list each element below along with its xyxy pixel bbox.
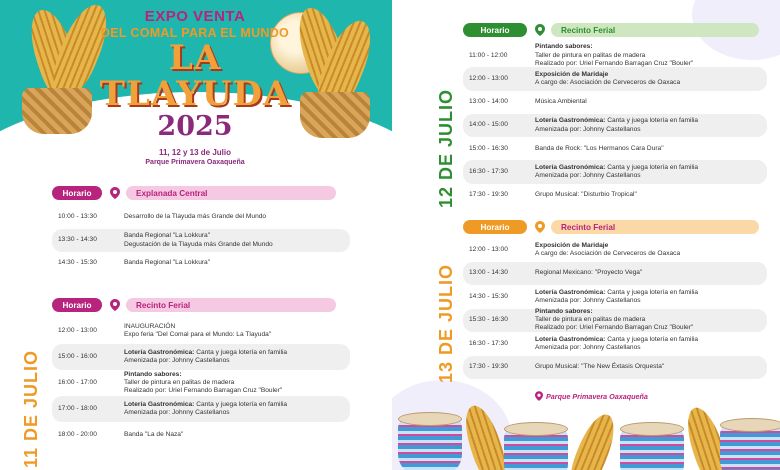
activity-text: A cargo de: Asociación de Cerveceros de Oaxaca — [535, 249, 681, 257]
schedule-time: 17:30 - 19:30 — [469, 191, 508, 199]
activity-text: Expo feria "Del Comal para el Mundo: La Tlayuda" — [124, 331, 272, 338]
schedule-time: 13:00 - 14:00 — [469, 98, 508, 106]
activity-line — [124, 259, 350, 267]
activity-line — [535, 289, 767, 297]
activity-text: Banda "La de Naza" — [124, 430, 184, 438]
schedule-time: 15:30 - 16:30 — [469, 316, 508, 324]
schedule-activity — [535, 71, 767, 87]
activity-line — [535, 316, 767, 324]
schedule-row — [463, 332, 767, 356]
schedule-activity — [124, 431, 350, 439]
activity-bold-text: Exposición de Maridaje — [535, 241, 609, 249]
activity-text: Amenizada por: Johnny Castellanos — [535, 125, 641, 133]
activity-line — [535, 344, 767, 352]
activity-line — [124, 349, 350, 357]
activity-text: Música Ambiental — [535, 98, 587, 106]
location-pin-icon — [535, 24, 545, 36]
activity-bold-text: Lotería Gastronómica: — [535, 117, 606, 125]
schedule-activity — [535, 242, 767, 258]
schedule-activity — [535, 336, 767, 352]
activity-text: Banda Regional "La Lokkura" — [124, 232, 211, 240]
activity-line — [124, 401, 350, 409]
schedule-row — [463, 114, 767, 137]
schedule-row — [463, 67, 767, 90]
schedule-row — [463, 356, 767, 380]
activity-line — [535, 191, 767, 199]
schedule-activity — [124, 371, 350, 396]
activity-line — [535, 126, 767, 134]
activity-text: Canta y juega lotería en familia — [605, 163, 699, 171]
horario-pill: Horario — [463, 23, 527, 37]
activity-bold-text: Lotería Gastronómica: — [535, 288, 606, 296]
schedule-row — [52, 318, 350, 344]
pot-lid-illustration — [720, 418, 780, 432]
footer-location — [535, 391, 648, 401]
schedule-row — [463, 160, 767, 183]
schedule-activity — [124, 213, 350, 221]
activity-line — [535, 308, 767, 316]
schedule-row — [52, 206, 350, 229]
location-pin-icon — [110, 299, 120, 311]
activity-line — [535, 172, 767, 180]
activity-line — [124, 357, 350, 365]
schedule-time: 15:00 - 16:00 — [58, 352, 97, 360]
activity-line — [124, 331, 350, 339]
footer-place-label: Parque Primavera Oaxaqueña — [546, 391, 648, 401]
activity-line — [535, 336, 767, 344]
title-year: 2025 — [157, 111, 233, 142]
activity-line — [535, 98, 767, 106]
horario-pill: Horario — [52, 298, 102, 312]
activity-bold-text: Lotería Gastronómica: — [535, 335, 606, 343]
schedule-row — [52, 229, 350, 252]
activity-text: INAUGURACIÓN — [124, 322, 176, 330]
activity-line — [124, 387, 350, 395]
day13-rows — [463, 238, 767, 379]
schedule-time: 11:00 - 12:00 — [469, 51, 508, 59]
activity-text: Banda Regional "La Lokkura" — [124, 259, 211, 267]
day-11-label: 11 DE JULIO — [21, 349, 41, 468]
activity-text: Canta y juega lotería en familia — [194, 348, 288, 356]
schedule-time: 16:00 - 17:00 — [58, 378, 97, 386]
schedule-activity — [535, 269, 767, 277]
activity-bold-text: Pintando sabores: — [535, 43, 593, 51]
activity-text: Desarrollo de la Tlayuda más Grande del Mundo — [124, 213, 267, 221]
venue-pill: Recinto Ferial — [126, 298, 336, 312]
schedule-time: 12:00 - 13:00 — [469, 74, 508, 82]
schedule-time: 16:30 - 17:30 — [469, 339, 508, 347]
activity-text: Amenizada por: Johnny Castellanos — [535, 296, 641, 304]
activity-bold-text: Lotería Gastronómica: — [124, 400, 195, 408]
day11-block1-header — [52, 186, 336, 200]
activity-text: Taller de pintura en palitas de madera — [535, 51, 646, 59]
activity-text: Amenizada por: Johnny Castellanos — [535, 343, 641, 351]
schedule-activity — [535, 191, 767, 199]
schedule-row — [463, 44, 767, 67]
schedule-activity — [124, 259, 350, 267]
activity-text: Canta y juega lotería en familia — [605, 335, 699, 343]
schedule-activity — [124, 232, 350, 248]
activity-line — [535, 52, 767, 60]
activity-line — [124, 379, 350, 387]
activity-text: Canta y juega lotería en familia — [605, 288, 699, 296]
schedule-row — [463, 91, 767, 114]
schedule-activity — [535, 308, 767, 333]
schedule-time: 13:30 - 14:30 — [58, 236, 97, 244]
schedule-row — [52, 396, 350, 422]
schedule-time: 16:30 - 17:30 — [469, 168, 508, 176]
activity-line — [535, 363, 767, 371]
schedule-time: 17:00 - 18:00 — [58, 404, 97, 412]
activity-text: Regional Mexicano: "Proyecto Vega" — [535, 269, 643, 277]
event-title-block — [70, 8, 320, 166]
day11-block2-header — [52, 298, 336, 312]
activity-line — [535, 117, 767, 125]
schedule-activity — [535, 117, 767, 133]
activity-line — [124, 371, 350, 379]
schedule-row — [463, 184, 767, 207]
schedule-time: 14:30 - 15:30 — [58, 259, 97, 267]
schedule-activity — [124, 349, 350, 365]
venue-pill: Recinto Ferial — [551, 220, 759, 234]
schedule-time: 15:00 - 16:30 — [469, 144, 508, 152]
location-pin-icon — [535, 221, 545, 233]
location-pin-icon — [535, 391, 543, 401]
activity-line — [124, 323, 350, 331]
activity-text: Canta y juega lotería en familia — [605, 117, 699, 125]
activity-line — [535, 71, 767, 79]
activity-line — [124, 232, 350, 240]
schedule-activity — [535, 289, 767, 305]
activity-bold-text: Pintando sabores: — [124, 370, 182, 378]
activity-line — [535, 297, 767, 305]
activity-line — [124, 409, 350, 417]
schedule-activity — [535, 145, 767, 153]
activity-text: Amenizada por: Johnny Castellanos — [124, 409, 230, 416]
activity-text: Degustación de la Tlayuda más Grande del Mundo — [124, 240, 273, 248]
day11-block1-rows — [52, 206, 350, 275]
activity-line — [124, 431, 350, 439]
schedule-time: 12:00 - 13:00 — [58, 326, 97, 334]
activity-text: Grupo Musical: "Disturbio Tropical" — [535, 191, 637, 199]
schedule-time: 14:00 - 15:00 — [469, 121, 508, 129]
schedule-row — [52, 422, 350, 448]
schedule-time: 10:00 - 13:30 — [58, 213, 97, 221]
activity-line — [535, 60, 767, 68]
schedule-row — [463, 238, 767, 262]
day12-header — [463, 23, 759, 37]
venue-pill: Explanada Central — [126, 186, 336, 200]
location-pin-icon — [110, 187, 120, 199]
activity-line — [124, 213, 350, 221]
schedule-activity — [535, 363, 767, 371]
schedule-time: 17:30 - 19:30 — [469, 363, 508, 371]
schedule-row — [463, 262, 767, 286]
activity-text: Banda de Rock: "Los Hermanos Cara Dura" — [535, 144, 664, 152]
title-del-comal: DEL COMAL PARA EL MUNDO — [100, 26, 290, 40]
activity-text: Taller de pintura en palitas de madera — [124, 378, 235, 386]
day11-block2-rows — [52, 318, 350, 448]
corn-illustration — [564, 409, 622, 470]
schedule-time: 12:00 - 13:00 — [469, 245, 508, 253]
activity-text: A cargo de: Asociación de Cerveceros de Oaxaca — [535, 78, 681, 86]
activity-text: Realizado por: Uriel Fernando Barragan Cruz "Bouler" — [535, 324, 694, 332]
venue-pill: Recinto Ferial — [551, 23, 759, 37]
title-la-tlayuda: LA TLAYUDA — [99, 38, 291, 114]
activity-line — [535, 324, 767, 332]
pot-lid-illustration — [620, 422, 684, 436]
schedule-row — [463, 285, 767, 309]
schedule-row — [52, 370, 350, 396]
event-place: Parque Primavera Oaxaqueña — [145, 159, 245, 166]
activity-text: Amenizada por: Johnny Castellanos — [535, 172, 641, 180]
activity-text: Realizado por: Uriel Fernando Barragan Cruz "Bouler" — [535, 59, 694, 67]
activity-text: Amenizada por: Johnny Castellanos — [124, 357, 230, 364]
schedule-time: 13:00 - 14:30 — [469, 269, 508, 277]
activity-line — [535, 43, 767, 51]
day12-rows — [463, 44, 767, 207]
horario-pill: Horario — [52, 186, 102, 200]
schedule-row — [463, 137, 767, 160]
activity-line — [535, 269, 767, 277]
activity-line — [535, 242, 767, 250]
horario-pill: Horario — [463, 220, 527, 234]
schedule-time: 14:30 - 15:30 — [469, 292, 508, 300]
schedule-time: 18:00 - 20:00 — [58, 430, 97, 438]
activity-text: Canta y juega lotería en familia — [194, 400, 288, 408]
schedule-row — [463, 309, 767, 333]
activity-bold-text: Pintando sabores: — [535, 307, 593, 315]
schedule-activity — [535, 43, 767, 68]
activity-bold-text: Lotería Gastronómica: — [535, 163, 606, 171]
activity-line — [535, 164, 767, 172]
activity-bold-text: Exposición de Maridaje — [535, 70, 609, 78]
schedule-row — [52, 252, 350, 275]
activity-text: Realizado por: Uriel Fernando Barragan Cruz "Bouler" — [124, 387, 283, 395]
schedule-row — [52, 344, 350, 370]
day-12-label: 12 DE JULIO — [436, 88, 456, 208]
activity-text: Grupo Musical: "The New Éxtasis Orquesta" — [535, 363, 665, 371]
day13-header — [463, 220, 759, 234]
pot-lid-illustration — [504, 422, 568, 436]
schedule-activity — [124, 401, 350, 417]
schedule-activity — [535, 164, 767, 180]
activity-line — [535, 79, 767, 87]
schedule-activity — [124, 323, 350, 339]
activity-text: Taller de pintura en palitas de madera — [535, 316, 646, 324]
schedule-activity — [535, 98, 767, 106]
title-expo-venta: EXPO VENTA — [144, 8, 246, 25]
activity-line — [535, 250, 767, 258]
activity-line — [535, 145, 767, 153]
event-dates: 11, 12 y 13 de Julio — [158, 148, 232, 157]
pot-lid-illustration — [398, 412, 462, 426]
activity-bold-text: Lotería Gastronómica: — [124, 348, 195, 356]
day-13-label: 13 DE JULIO — [436, 263, 456, 383]
activity-line — [124, 241, 350, 249]
